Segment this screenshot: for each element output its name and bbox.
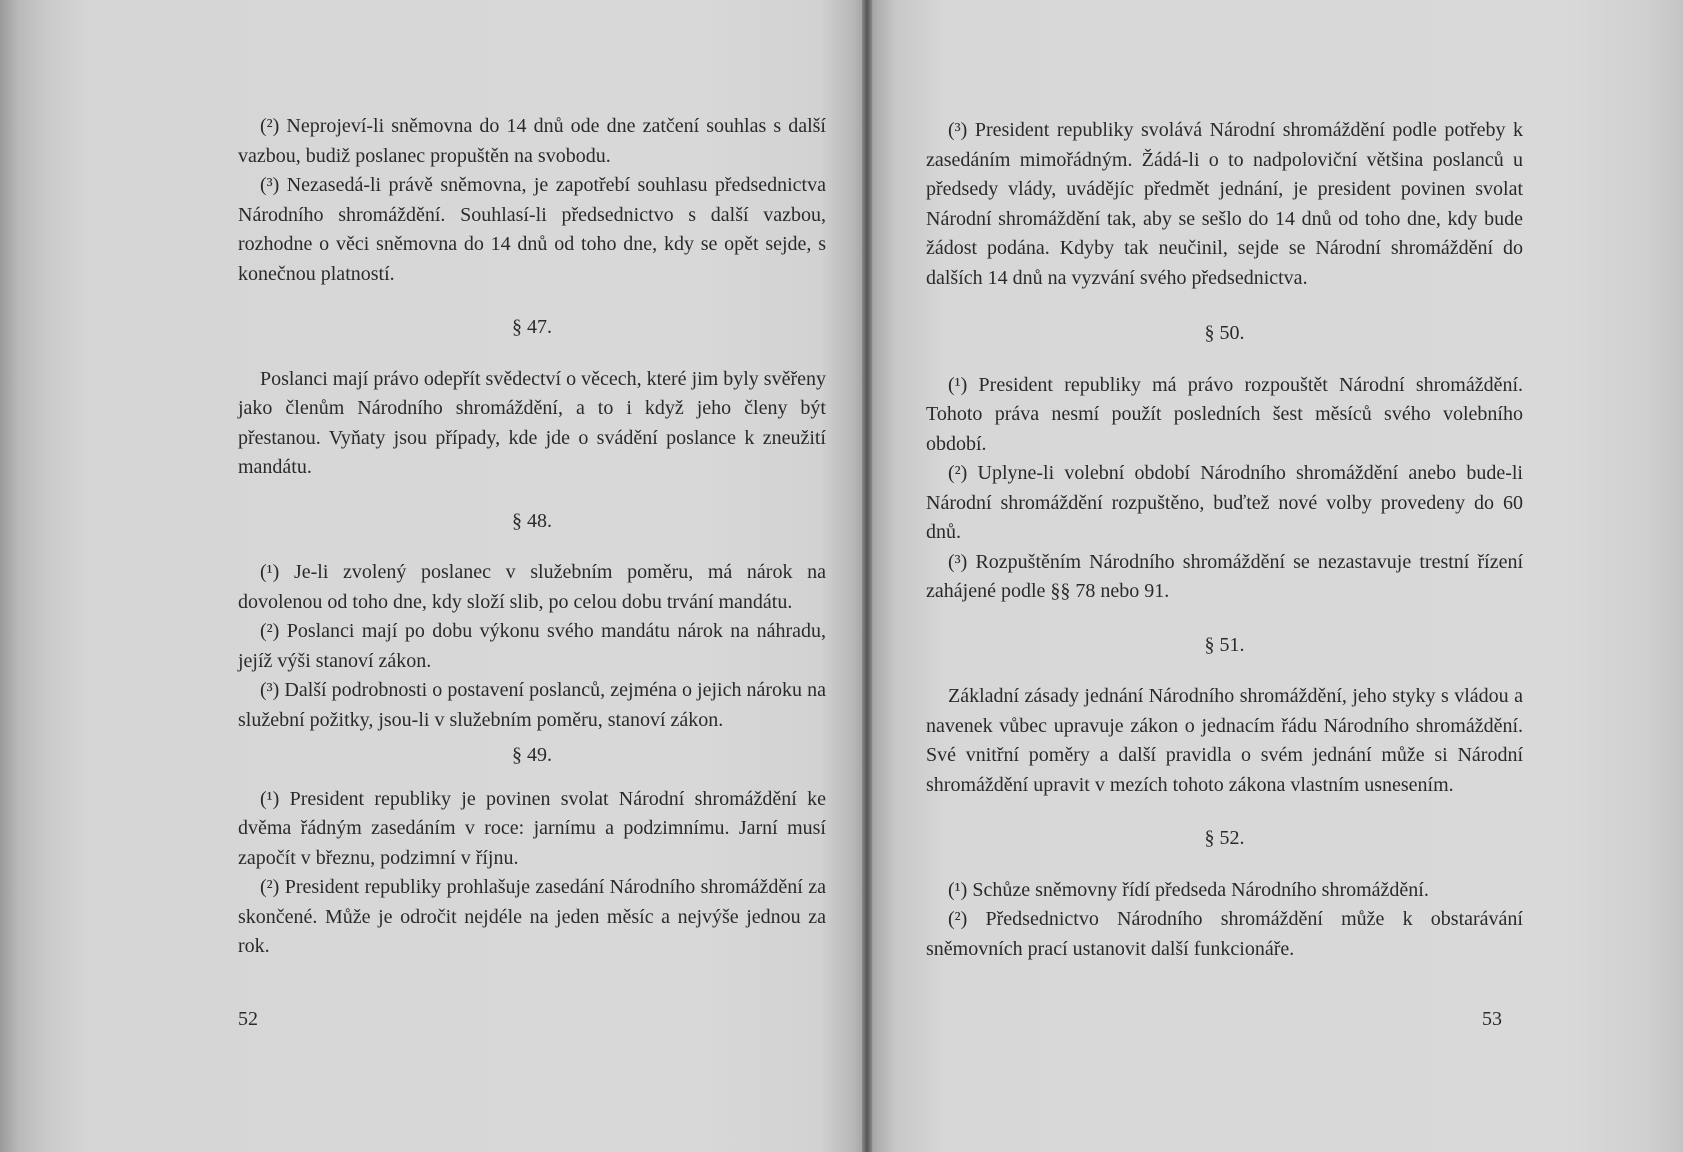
paragraph: (¹) President republiky je povinen svolat Národní shromáždění ke dvěma řádným zasedáním v roce: jarnímu a podzimnímu. Jarní musí započít v březnu, podzimní v říjnu. xyxy=(238,787,826,869)
paragraph: (²) Neprojeví-li sněmovna do 14 dnů ode dne zatčení souhlas s další vazbou, budiž poslanec propuštěn na svobodu. xyxy=(238,115,826,167)
paragraph: (²) Poslanci mají po dobu výkonu svého mandátu nárok na náhradu, jejíž výši stanoví zákon. xyxy=(238,620,826,672)
paragraph: (¹) President republiky má právo rozpouštět Národní shromáždění. Tohoto práva nesmí použít posledních šest měsíců svého volebního období. xyxy=(926,373,1523,455)
page-number-right: 53 xyxy=(1482,1008,1502,1030)
paragraph: (¹) Je-li zvolený poslanec v služebním poměru, má nárok na dovolenou od toho dne, kdy složí slib, po celou dobu trvání mandátu. xyxy=(238,561,826,613)
right-text-block xyxy=(926,116,1523,964)
paragraph: (³) Další podrobnosti o postavení poslanců, zejména o jejich nároku na služební požitky, jsou-li v služebním poměru, stanoví zákon. xyxy=(238,679,826,731)
paragraph: (³) Nezasedá-li právě sněmovna, je zapotřebí souhlasu předsednictva Národního shromáždění. Souhlasí-li předsednictvo s další vazbou, rozhodne o věci sněmovna do 14 dnů od toho dne, kdy se opět sejde, s konečnou platností. xyxy=(238,174,826,285)
paragraph: (¹) Schůze sněmovny řídí předseda Národního shromáždění. xyxy=(948,878,1429,901)
book-gutter xyxy=(862,0,872,1152)
paragraph: (³) Rozpuštěním Národního shromáždění se nezastavuje trestní řízení zahájené podle §§ 78 nebo 91. xyxy=(926,550,1523,602)
paragraph: (²) President republiky prohlašuje zasedání Národního shromáždění za skončené. Může je odročit nejdéle na jeden měsíc a nejvýše jednou za rok. xyxy=(238,876,826,957)
page-number-left: 52 xyxy=(238,1008,258,1030)
section-heading-51: § 51. xyxy=(1204,633,1245,656)
paragraph: Poslanci mají právo odepřít svědectví o věcech, které jim byly svěřeny jako členům Národního shromáždění, a to i když jeho členy být přestanou. Vyňaty jsou případy, kde jde o svádění poslance k zneužití mandátu. xyxy=(238,367,826,478)
paragraph: (²) Uplyne-li volební období Národního shromáždění anebo bude-li Národní shromáždění rozpuštěno, buďtež nové volby provedeny do 60 dnů. xyxy=(926,462,1523,543)
left-text-block xyxy=(238,112,826,962)
section-heading-50: § 50. xyxy=(1204,322,1245,344)
section-heading-52: § 52. xyxy=(1204,827,1245,849)
section-heading-49: § 49. xyxy=(512,744,552,766)
section-heading-48: § 48. xyxy=(512,509,552,532)
right-page xyxy=(866,0,1683,1152)
section-heading-47: § 47. xyxy=(512,316,552,338)
paragraph: Základní zásady jednání Národního shromáždění, jeho styky s vládou a navenek vůbec upravuje zákon o jednacím řádu Národního shromáždění. Své vnitřní poměry a další pravidla o svém jednání může si Národní shromáždění upravit v mezích tohoto zákona vlastním usnesením. xyxy=(926,685,1523,796)
paragraph: (²) Předsednictvo Národního shromáždění může k obstarávání sněmovních prací ustanovit další funkcionáře. xyxy=(926,908,1523,960)
paragraph: (³) President republiky svolává Národní shromáždění podle potřeby k zasedáním mimořádným. Žádá-li o to nadpoloviční většina poslanců u předsedy vlády, uvádějíc předmět jednání, je president povinen svolat Národní shromáždění tak, aby se sešlo do 14 dnů od toho dne, kdy bude žádost podána. Kdyby tak neučinil, sejde se Národní shromáždění do dalších 14 dnů na vyzvání svého předsednictva. xyxy=(926,119,1523,289)
